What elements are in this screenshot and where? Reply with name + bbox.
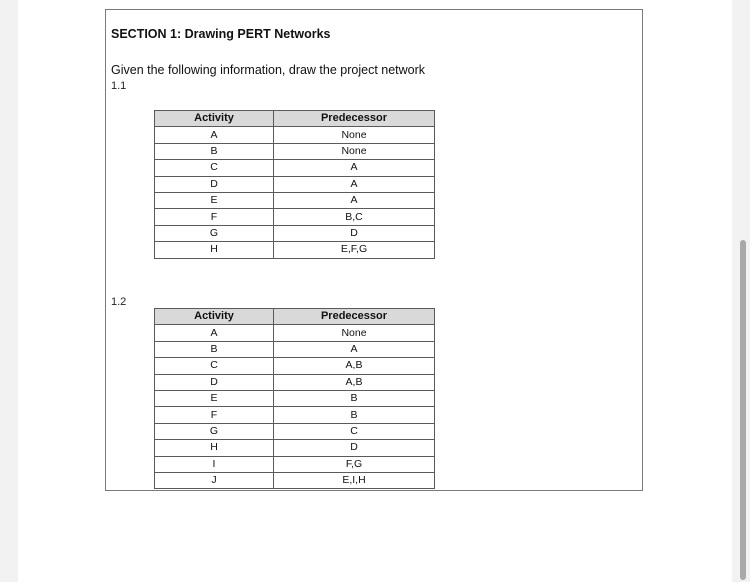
activity-cell: A	[155, 127, 274, 143]
header-activity: Activity	[155, 111, 274, 127]
table-row	[155, 176, 435, 192]
table-row	[155, 143, 435, 159]
predecessor-cell: A	[274, 192, 435, 208]
predecessor-cell: A,B	[274, 358, 435, 374]
activity-cell: H	[155, 440, 274, 456]
activity-cell: F	[155, 209, 274, 225]
activity-cell: B	[155, 341, 274, 357]
table-row	[155, 160, 435, 176]
table-row	[155, 209, 435, 225]
predecessor-cell: F,G	[274, 456, 435, 472]
activity-cell: D	[155, 374, 274, 390]
table-row	[155, 440, 435, 456]
predecessor-cell: A	[274, 341, 435, 357]
table-row	[155, 225, 435, 241]
predecessor-cell: B	[274, 407, 435, 423]
table-row	[155, 341, 435, 357]
activity-cell: E	[155, 192, 274, 208]
header-predecessor: Predecessor	[274, 309, 435, 325]
activity-cell: G	[155, 225, 274, 241]
activity-cell: C	[155, 358, 274, 374]
table-row	[155, 374, 435, 390]
activity-cell: E	[155, 390, 274, 406]
activity-cell: C	[155, 160, 274, 176]
table-row	[155, 423, 435, 439]
instruction-text: Given the following information, draw the project network	[111, 63, 426, 77]
predecessor-cell: None	[274, 143, 435, 159]
predecessor-cell: A	[274, 160, 435, 176]
question-number-2: 1.2	[111, 296, 127, 308]
table-row	[155, 127, 435, 143]
table-row	[155, 407, 435, 423]
table-header-row	[155, 111, 435, 127]
predecessor-cell: None	[274, 325, 435, 341]
predecessor-cell: C	[274, 423, 435, 439]
predecessor-cell: A	[274, 176, 435, 192]
header-predecessor: Predecessor	[274, 111, 435, 127]
table-row	[155, 456, 435, 472]
activity-table-2	[154, 308, 435, 489]
predecessor-cell: D	[274, 440, 435, 456]
table-row	[155, 358, 435, 374]
activity-cell: J	[155, 472, 274, 488]
question-number-1: 1.1	[111, 80, 127, 92]
predecessor-cell: B,C	[274, 209, 435, 225]
activity-cell: B	[155, 143, 274, 159]
vertical-scrollbar[interactable]	[740, 240, 746, 580]
activity-cell: D	[155, 176, 274, 192]
table-row	[155, 242, 435, 258]
activity-cell: F	[155, 407, 274, 423]
predecessor-cell: E,F,G	[274, 242, 435, 258]
section-title: SECTION 1: Drawing PERT Networks	[111, 27, 331, 41]
activity-cell: G	[155, 423, 274, 439]
activity-table-1	[154, 110, 435, 259]
table-header-row	[155, 309, 435, 325]
header-activity: Activity	[155, 309, 274, 325]
activity-cell: A	[155, 325, 274, 341]
table-row	[155, 472, 435, 488]
table-row	[155, 390, 435, 406]
table-row	[155, 192, 435, 208]
table-row	[155, 325, 435, 341]
activity-cell: H	[155, 242, 274, 258]
activity-cell: I	[155, 456, 274, 472]
predecessor-cell: B	[274, 390, 435, 406]
predecessor-cell: E,I,H	[274, 472, 435, 488]
predecessor-cell: A,B	[274, 374, 435, 390]
predecessor-cell: D	[274, 225, 435, 241]
predecessor-cell: None	[274, 127, 435, 143]
